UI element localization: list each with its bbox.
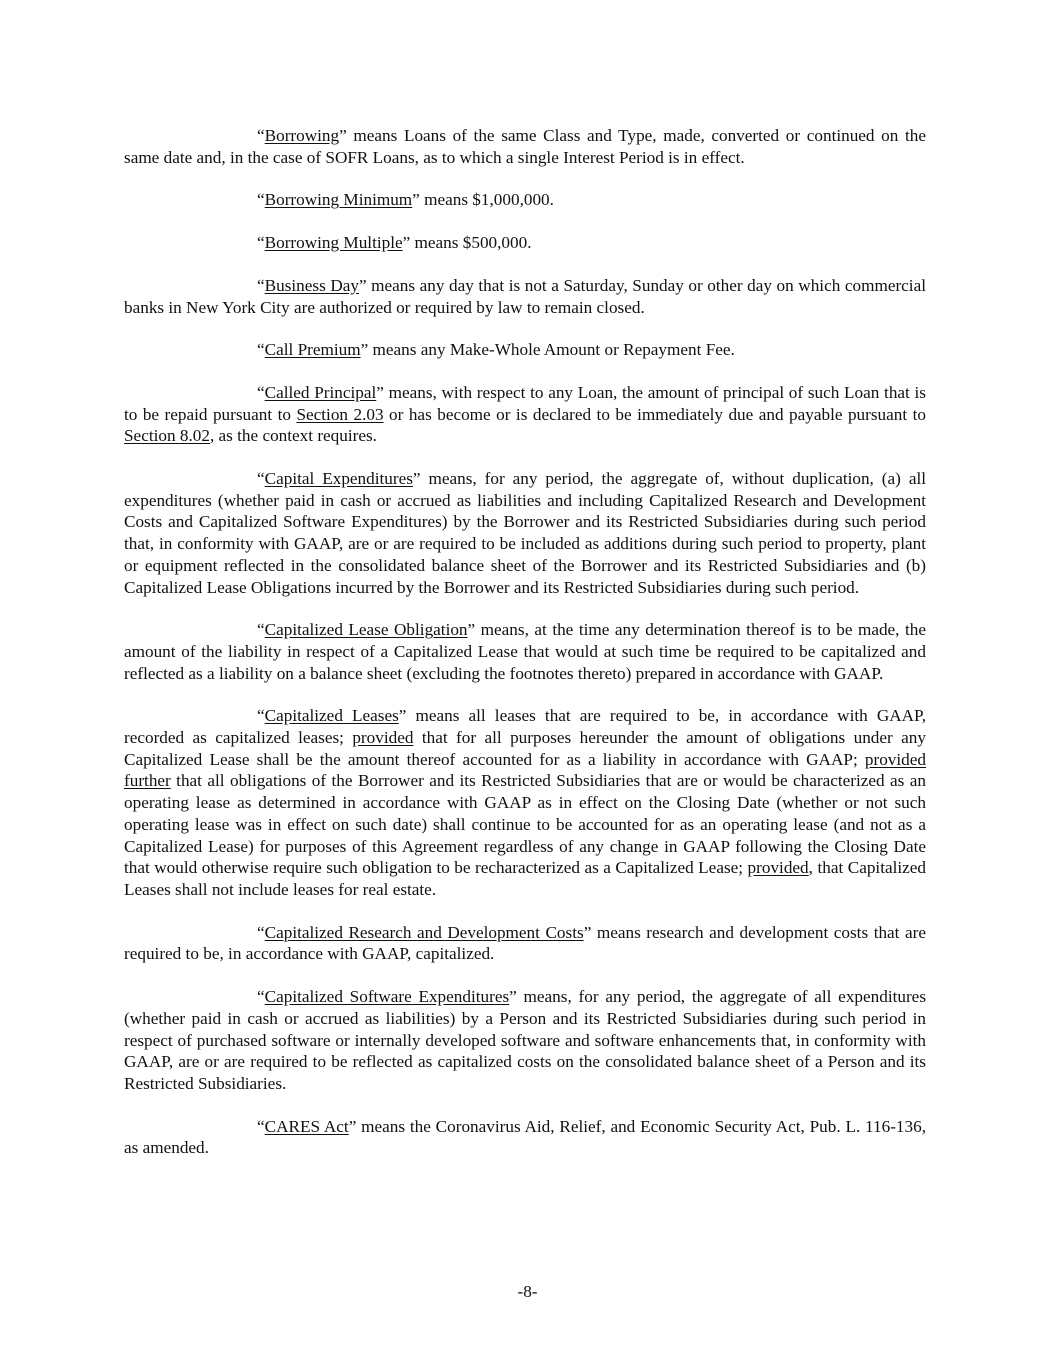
defined-term: Capitalized Research and Development Costs [264,922,584,942]
definition-capitalized-lease-obligation: “Capitalized Lease Obligation” means, at the time any determination thereof is to be made, the amount of the liability in respect of a Capitalized Lease that would at such time be required to be capitalized and reflected as a liability on a balance sheet (excluding the footnotes thereto) prepared in accordance with GAAP. [124,620,926,683]
defined-term: Borrowing Minimum [264,190,413,210]
proviso-term: provided [352,728,414,748]
proviso-term: further [124,771,171,791]
proviso-term: provided [864,749,926,769]
page-number: -8- [517,1282,538,1301]
definition-called-principal: “Called Principal” means, with respect to any Loan, the amount of principal of such Loan that is to be repaid pursuant to Section 2.03 or has become or is declared to be immediately due and payable pursuant to Section 8.02, as the context requires. [124,382,926,446]
definition-capitalized-software-expenditures: “Capitalized Software Expenditures” means, for any period, the aggregate of all expenditures (whether paid in cash or accrued as liabilities) by a Person and its Restricted Subsidiaries during such period in respect of purchased software or internally developed software and software enhancements that, in conformity with GAAP, are or are required to be reflected as capitalized costs on the consolidated balance sheet of a Person and its Restricted Subsidiaries. [124,987,927,1093]
definition-cares-act: “CARES Act” means the Coronavirus Aid, Relief, and Economic Security Act, Pub. L. 116-136, as amended. [124,1116,927,1158]
defined-term: Called Principal [264,382,377,402]
definition-borrowing-multiple: “Borrowing Multiple” means $500,000. [257,233,532,253]
defined-term: Capital Expenditures [264,469,413,489]
defined-term: Borrowing [264,126,340,145]
proviso-term: provided [747,858,809,878]
definitions-section [124,125,926,1180]
defined-term: CARES Act [264,1116,349,1136]
definition-capital-expenditures: “Capital Expenditures” means, for any period, the aggregate of, without duplication, (a) all expenditures (whether paid in cash or accrued as liabilities and including Capitalized Research and Development Costs and Capitalized Software Expenditures) by the Borrower and its Restricted Subsidiaries during such period that, in conformity with GAAP, are or are required to be included as additions during such period to property, plant or equipment reflected in the consolidated balance sheet of the Borrower and its Restricted Subsidiaries and (b) Capitalized Lease Obligations incurred by the Borrower and its Restricted Subsidiaries during such period. [124,469,926,597]
defined-term: Capitalized Leases [264,706,399,726]
defined-term: Capitalized Software Expenditures [264,987,510,1007]
defined-term: Call Premium [264,340,361,360]
definition-borrowing: “Borrowing” means Loans of the same Class and Type, made, converted or continued on the same date and, in the case of SOFR Loans, as to which a single Interest Period is in effect. [124,126,926,167]
definition-call-premium: “Call Premium” means any Make-Whole Amount or Repayment Fee. [257,340,735,360]
defined-term: Capitalized Lease Obligation [264,620,468,640]
defined-term: Borrowing Multiple [264,233,403,253]
definition-business-day: “Business Day” means any day that is not a Saturday, Sunday or other day on which commercial banks in New York City are authorized or required by law to remain closed. [124,275,926,317]
defined-term: Business Day [264,275,359,295]
section-reference: Section 2.03 [296,404,384,424]
definition-capitalized-rd-costs: “Capitalized Research and Development Costs” means research and development costs that are required to be, in accordance with GAAP, capitalized. [124,922,926,964]
definition-borrowing-minimum: “Borrowing Minimum” means $1,000,000. [257,190,554,210]
section-reference: Section 8.02 [124,426,210,446]
definition-capitalized-leases: “Capitalized Leases” means all leases that are required to be, in accordance with GAAP, recorded as capitalized leases; provided that for all purposes hereunder the amount of obligations under any Capitalized Lease shall be the amount thereof accounted for as a liability in accordance with GAAP; provided further that all obligations of the Borrower and its Restricted Subsidiaries that are or would be characterized as an operating lease as determined in accordance with GAAP as in effect on the Closing Date (whether or not such operating lease was in effect on such date) shall continue to be accounted for as an operating lease (and not as a Capitalized Lease) for purposes of this Agreement regardless of any change in GAAP following the Closing Date that would otherwise require such obligation to be recharacterized as a Capitalized Lease; provided, that Capitalized Leases shall not include leases for real estate. [124,706,927,899]
